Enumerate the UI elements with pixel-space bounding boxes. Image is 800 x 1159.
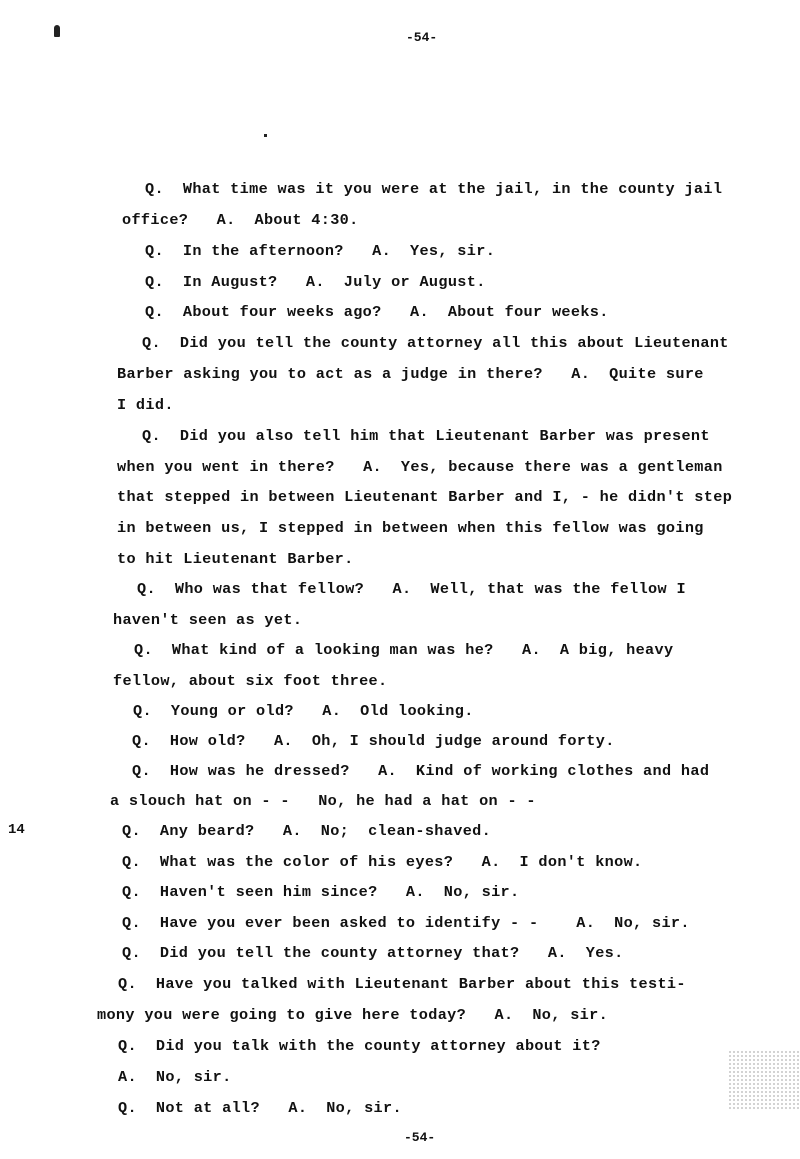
transcript-line: Q. What kind of a looking man was he? A. A big, heavy (134, 641, 674, 659)
transcript-line: Q. Did you tell the county attorney all this about Lieutenant (142, 334, 729, 352)
transcript-line: Q. What time was it you were at the jail, in the county jail (145, 180, 723, 198)
transcript-line: to hit Lieutenant Barber. (117, 550, 354, 568)
page-number-top: -54- (406, 30, 438, 45)
transcript-line: Q. Did you also tell him that Lieutenant Barber was present (142, 427, 710, 445)
transcript-line: Q. Young or old? A. Old looking. (133, 702, 474, 720)
transcript-line: Barber asking you to act as a judge in there? A. Quite sure (117, 365, 704, 383)
transcript-line: Q. Have you ever been asked to identify - - A. No, sir. (122, 914, 690, 932)
transcript-line: Q. Have you talked with Lieutenant Barber about this testi- (118, 975, 686, 993)
scan-artifact-stipple (728, 1050, 800, 1110)
transcript-line: mony you were going to give here today? A. No, sir. (97, 1006, 609, 1024)
transcript-line: Q. Did you talk with the county attorney about it? (118, 1037, 601, 1055)
transcript-line: a slouch hat on - - No, he had a hat on - - (110, 792, 536, 810)
transcript-line: Q. In August? A. July or August. (145, 273, 486, 291)
transcript-line: in between us, I stepped in between when this fellow was going (117, 519, 704, 537)
scan-artifact-speck (264, 134, 267, 137)
transcript-line: fellow, about six foot three. (113, 672, 388, 690)
transcript-line: haven't seen as yet. (113, 611, 303, 629)
transcript-line: I did. (117, 396, 174, 414)
transcript-line: office? A. About 4:30. (122, 211, 359, 229)
transcript-line: Q. Any beard? A. No; clean-shaved. (122, 822, 492, 840)
transcript-line: Q. What was the color of his eyes? A. I don't know. (122, 853, 643, 871)
transcript-line: when you went in there? A. Yes, because there was a gentleman (117, 458, 723, 476)
transcript-line: Q. In the afternoon? A. Yes, sir. (145, 242, 496, 260)
margin-line-number: 14 (8, 822, 25, 838)
page-number-bottom: -54- (404, 1130, 436, 1145)
transcript-line: Q. Not at all? A. No, sir. (118, 1099, 402, 1117)
scan-artifact-ink-blot (54, 25, 60, 37)
transcript-line: Q. Haven't seen him since? A. No, sir. (122, 883, 520, 901)
transcript-line: Q. Who was that fellow? A. Well, that was the fellow I (137, 580, 686, 598)
transcript-line: Q. Did you tell the county attorney that? A. Yes. (122, 944, 624, 962)
transcript-line: Q. How was he dressed? A. Kind of working clothes and had (132, 762, 710, 780)
transcript-line: Q. How old? A. Oh, I should judge around forty. (132, 732, 615, 750)
transcript-line: Q. About four weeks ago? A. About four weeks. (145, 303, 609, 321)
transcript-line: A. No, sir. (118, 1068, 232, 1086)
transcript-line: that stepped in between Lieutenant Barber and I, - he didn't step (117, 488, 733, 506)
